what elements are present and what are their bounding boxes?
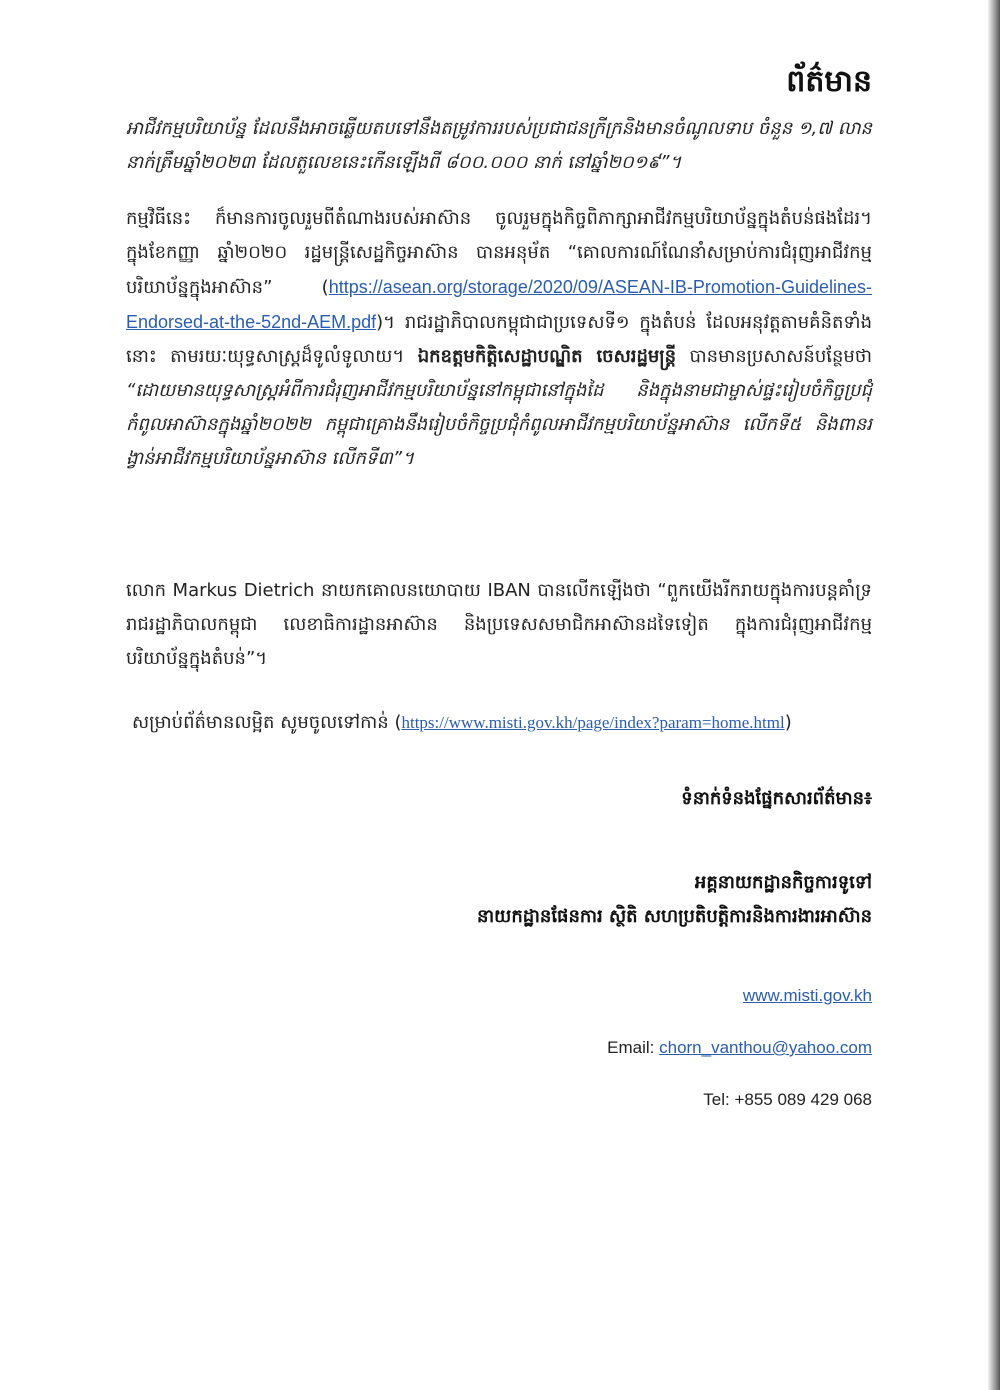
paragraph-2-text-a: កម្មវិធីនេះ ក៏មានការចូលរួមពីតំណាងរបស់អាស៊ាន ចូលរួមក្នុងកិច្ចពិភាក្សាអាជីវកម្មបរិយាប័ន្នក្នុងតំបន់ផងដែរ។ ក្នុងខែកញ្ញា ឆ្នាំ២០២០ រដ្ឋមន្ត្រីសេដ្ឋកិច្ចអាស៊ាន បានអនុម័ត “គោលការណ៍ណែនាំសម្រាប់ការជំរុញអាជីវកម្មបរិយាប័ន្នក្នុងអាស៊ាន” ( bbox=[126, 208, 872, 298]
paragraph-2-text-c: បានមានប្រសាសន៍បន្ថែមថា bbox=[676, 346, 872, 367]
planning-department-name: នាយកដ្ឋានផែនការ ស្ថិតិ សហប្រតិបត្តិការនិងការងារអាស៊ាន bbox=[477, 906, 872, 927]
paragraph-4-text-a: សម្រាប់ព័ត៌មានលម្អិត សូមចូលទៅកាន់ ( bbox=[132, 712, 402, 733]
email-link[interactable]: chorn_vanthou@yahoo.com bbox=[659, 1038, 872, 1057]
press-contact-heading: ទំនាក់ទំនងផ្នែកសារព័ត៌មាន៖ bbox=[681, 788, 872, 809]
email-label: Email: bbox=[607, 1038, 660, 1057]
minister-quote: “ដោយមានយុទ្ធសាស្ត្រអំពីការជំរុញអាជីវកម្មបរិយាប័ន្ននៅកម្ពុជានៅក្នុងដៃ និងក្នុងនាមជាម្ចាស់ផ្ទះរៀបចំកិច្ចប្រជុំកំពូលអាស៊ានក្នុងឆ្នាំ២០២២ កម្ពុជាគ្រោងនឹងរៀបចំកិច្ចប្រជុំកំពូលអាជីវកម្មបរិយាប័ន្នអាស៊ាន លើកទី៥ និងពានរង្វាន់អាជីវកម្មបរិយាប័ន្នអាស៊ាន លើកទី៣”។ bbox=[126, 380, 872, 469]
paragraph-2 bbox=[126, 202, 872, 476]
phone-line: Tel: +855 089 429 068 bbox=[703, 1090, 872, 1109]
website-line bbox=[743, 986, 872, 1006]
website-link[interactable]: www.misti.gov.kh bbox=[742, 986, 872, 1005]
page-title: ព័ត៌មាន bbox=[786, 64, 872, 99]
page-edge-shadow bbox=[988, 0, 1000, 1390]
paragraph-4 bbox=[132, 706, 878, 740]
paragraph-3: លោក Markus Dietrich នាយកគោលនយោបាយ IBAN បានលើកឡើងថា “ពួកយើងរីករាយក្នុងការបន្តគាំទ្ររាជរដ្ឋាភិបាលកម្ពុជា លេខាធិការដ្ឋានអាស៊ាន និងប្រទេសសមាជិកអាស៊ានដទៃទៀត ក្នុងការជំរុញអាជីវកម្មបរិយាប័ន្នក្នុងតំបន់”។ bbox=[126, 580, 872, 669]
minister-name: ឯកឧត្តមកិត្តិសេដ្ឋាបណ្ឌិត ចេសរដ្ឋមន្ត្រី bbox=[417, 346, 677, 367]
general-department-name: អគ្គនាយកដ្ឋានកិច្ចការទូទៅ bbox=[694, 872, 872, 893]
paragraph-4-text-b: ) bbox=[784, 712, 792, 733]
misti-home-link[interactable]: https://www.misti.gov.kh/page/index?param=home.html bbox=[401, 713, 785, 732]
paragraph-2-text-b: )។ រាជរដ្ឋាភិបាលកម្ពុជាជាប្រទេសទី១ ក្នុងតំបន់ ដែលអនុវត្តតាមគំនិតទាំងនោះ តាមរយៈយុទ្ធសាស្ត្រដ៏ទូលំទូលាយ។ bbox=[126, 312, 872, 367]
email-line bbox=[607, 1038, 872, 1058]
asean-guidelines-link[interactable]: https://asean.org/storage/2020/09/ASEAN-IB-Promotion-Guidelines-Endorsed-at-the-52nd-AEM.pdf bbox=[126, 277, 872, 332]
paragraph-1: អាជីវកម្មបរិយាប័ន្ន ដែលនឹងអាចឆ្លើយតបទៅនឹងតម្រូវការរបស់ប្រជាជនក្រីក្រនិងមានចំណូលទាប ចំនួន ១,៧ លាននាក់ត្រឹមឆ្នាំ២០២៣ ដែលតួលេខនេះកើនឡើងពី ៨០០.០០០ នាក់ នៅឆ្នាំ២០១៩”។ bbox=[126, 118, 872, 173]
